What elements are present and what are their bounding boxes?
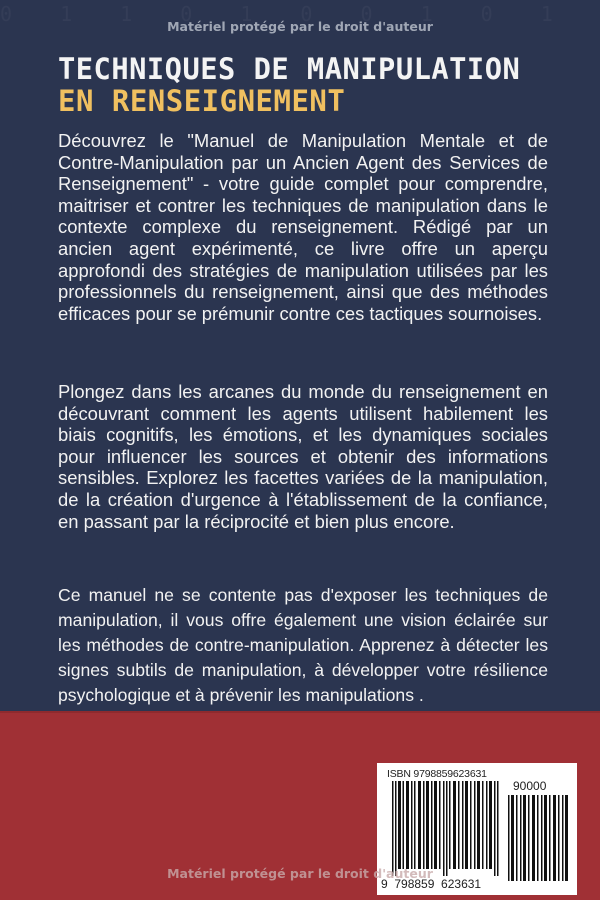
isbn-label: ISBN 9798859623631 xyxy=(387,768,487,780)
barcode-digits: 9 798859 623631 xyxy=(381,877,482,891)
title-line-2: EN RENSEIGNEMENT xyxy=(58,84,346,118)
title-line-1: TECHNIQUES DE MANIPULATION xyxy=(58,52,521,86)
price-code: 90000 xyxy=(513,779,547,793)
description-paragraph-3: Ce manuel ne se contente pas d'exposer les techniques de manipulation, il vous offre également une vision éclairée sur les méthodes de contre-manipulation. Apprenez à détecter les signes subtils de manipulation, à développer votre résilience psychologique et à prévenir les manipulations . xyxy=(58,585,548,705)
barcode-bars-icon xyxy=(392,781,499,876)
description-paragraph-2: Plongez dans les arcanes du monde du renseignement en découvrant comment les agents utilisent habilement les biais cognitifs, les émotions, et les dynamiques sociales pour influencer les sources et obtenir des informations sensibles. Explorez les facettes variées de la manipulation, de la création d'urgence à l'établissement de la confiance, en passant par la réciprocité et bien plus encore. xyxy=(58,381,548,532)
copyright-watermark-top: Matériel protégé par le droit d'auteur xyxy=(167,19,433,34)
copyright-watermark-bottom: Matériel protégé par le droit d'auteur xyxy=(167,866,433,881)
description-paragraph-1: Découvrez le "Manuel de Manipulation Mentale et de Contre-Manipulation par un Ancien Agent des Services de Renseignement" - votre guide complet pour comprendre, maitriser et contrer les techniques de manipulation dans le contexte complexe du renseignement. Rédigé par un ancien agent expérimenté, ce livre offre un aperçu approfondi des stratégies de manipulation utilisées par les professionnels du renseignement, ainsi que des méthodes efficaces pour se prémunir contre ces tactiques sournoises. xyxy=(58,130,548,324)
